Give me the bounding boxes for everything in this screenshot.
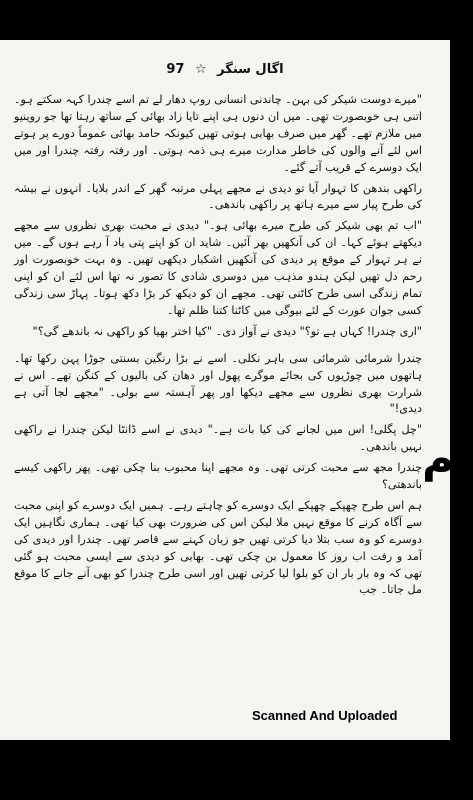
body-text xyxy=(14,92,422,603)
page-number: 97 xyxy=(166,62,185,77)
book-title: اگال سنگر xyxy=(217,62,284,77)
scan-watermark: Scanned And Uploaded xyxy=(252,708,398,723)
star-icon: ☆ xyxy=(194,62,207,77)
paragraph: ہم اس طرح چھپکے چھپکے ایک دوسرے کو چاہتے رہے۔ ہمیں ایک دوسرے کو اپنی محبت سے آگاہ کرنے کا موقع نہیں ملا لیکن اس کی ضرورت بھی کیا تھی۔ ہماری نگاہیں ایک دوسرے کو وہ سب بتلا دیا کرتی تھیں جو زبان کہنے سے قاصر تھی۔ چندرا اور دیدی کی آمد و رفت اب روز کا معمول بن چکی تھی۔ بھابی کو دیدی سے ایسی محبت ہو گئی تھی کہ وہ بار بار ان کو بلوا لیا کرتی تھیں اور اسی طرح چندرا کو بھی آنے جانے کا موقع مل جاتا۔ جب xyxy=(14,498,422,597)
paragraph: چندرا مجھ سے محبت کرتی تھی۔ وہ مجھے اپنا محبوب بنا چکی تھی۔ پھر راکھی کیسے باندھتی؟ xyxy=(14,461,422,492)
paragraph: چندرا شرمائی شرمائی سی باہر نکلی۔ اسے نے بڑا رنگین بسنتی جوڑا پہن رکھا تھا۔ ہاتھوں میں چوڑیوں کی بجائے موگرے پھول اور دھان کی بالیوں کے کنگن تھے۔ اس نے شرارت بھری نظروں سے مجھے دیکھا اور پھر آہستہ سے بولی۔ "مجھے لجا آتی ہے دیدی!" xyxy=(14,351,422,416)
paragraph: راکھی بندھن کا تہوار آیا تو دیدی نے مجھے پہلی مرتبہ گھر کے اندر بلایا۔ انہوں نے بیشہ کی طرح پیار سے میرے ہاتھ پر راکھی باندھی۔ xyxy=(14,181,422,212)
paragraph: "اری چندرا! کہاں ہے تو؟" دیدی نے آواز دی۔ "کیا اختر بھیا کو راکھی نہ باندھے گی؟" xyxy=(32,324,422,338)
paragraph: "اب تم بھی شیکر کی طرح میرے بھائی ہو۔" دیدی نے محبت بھری نظروں سے مجھے دیکھتے ہوئے کہا۔ ان کی آنکھیں بھر آئیں۔ شاید ان کو اپنے پتی یاد آ رہے ہوں گے۔ میں نے ہر تہوار کے موقع پر دیدی کی آنکھیں اشکبار دیکھی تھیں۔ وہ بہت خوبصورت اور رحم دل تھیں لیکن ہندو مذہب میں دوسری شادی کا تصور نہ تھا اس لئے ان کو اپنی تمام زندگی اسی طرح کاٹنی تھی۔ مجھے ان کو دیکھ کر بڑا دکھ ہوتا۔ پہاڑ سی زندگی کسی جوان عورت کے لئے بیوگی میں کاٹنا کتنا ظلم تھا۔ xyxy=(14,219,422,317)
paragraph: "چل پگلی! اس میں لجانے کی کیا بات ہے۔" دیدی نے اسے ڈانٹا لیکن چندرا نے راکھی نہیں باندھی۔ xyxy=(14,423,422,454)
paragraph: "میرے دوست شیکر کی بہن۔ چاندنی انسانی روپ دھار لے تم اسے چندرا کہہ سکتے ہو۔ اتنی ہی خوبصورت تھی۔ میں ان دنوں ہی اپنے تایا زاد بھائی کے ساتھ رہتا تھا جو روینیو میں ملازم تھے۔ گھر میں صرف بھابی ہوتی تھیں کیونکہ حامد بھائی عموماً دورے پر ہوتے اس لئے آنے والوں کی خاطر مدارت میرے ہی ذمہ ہوتی۔ اور رفتہ رفتہ چندرا اور میں ایک دوسرے کے قریب آتے گئے۔ xyxy=(14,93,422,174)
book-page xyxy=(0,40,473,740)
margin-mark: یم xyxy=(422,431,473,482)
page-header xyxy=(0,62,450,77)
